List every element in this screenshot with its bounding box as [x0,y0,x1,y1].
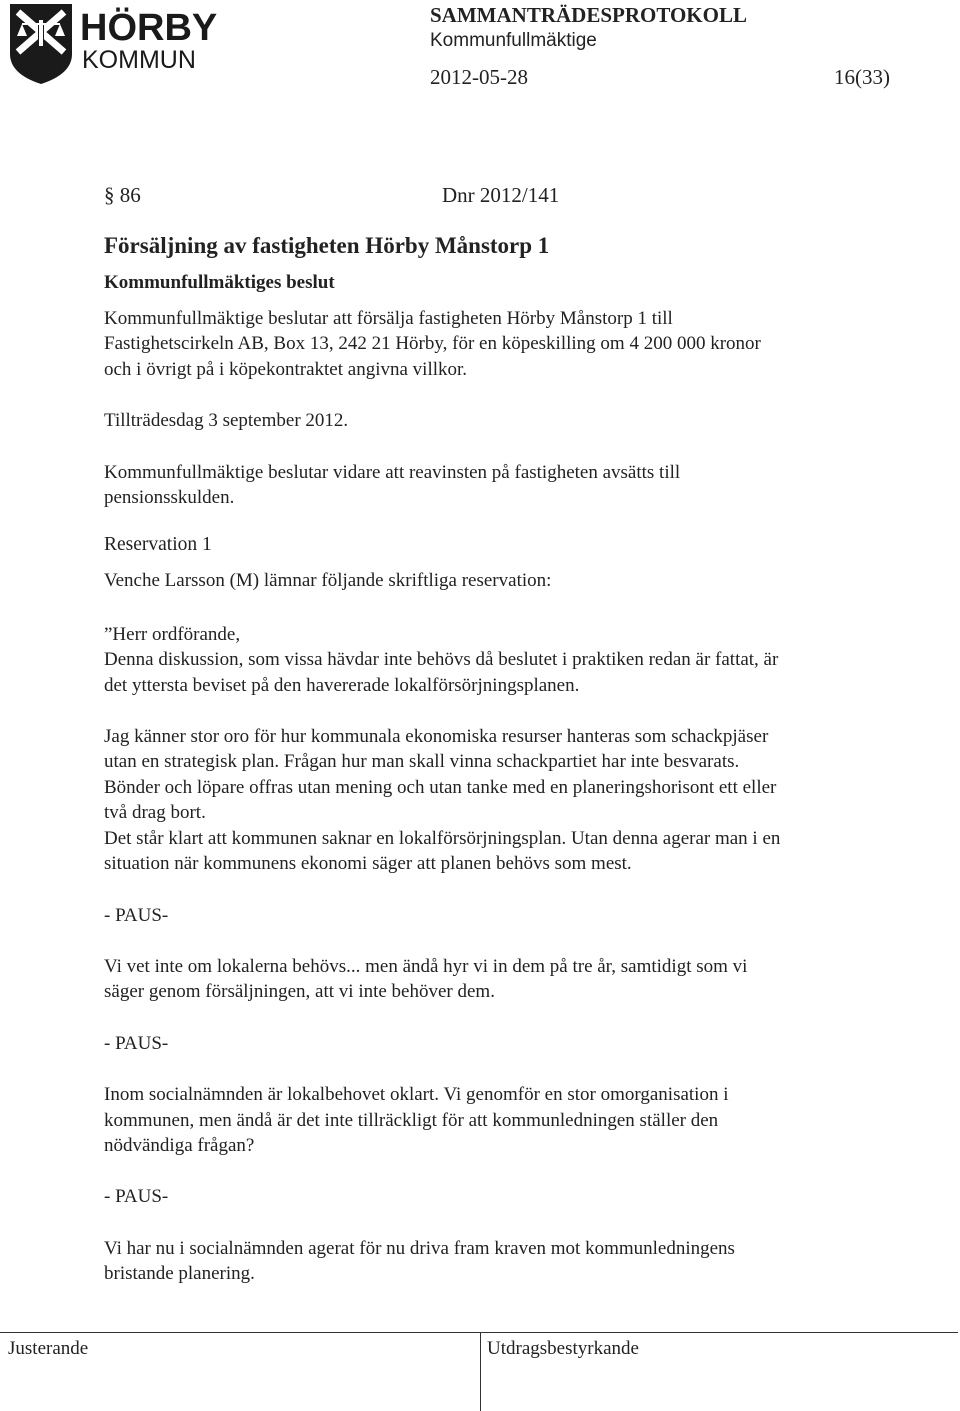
reservation-paragraph-3 [104,954,904,1005]
decision-heading: Kommunfullmäktiges beslut [104,272,335,293]
adjuster-label: Justerande [8,1338,89,1359]
date-line [430,64,890,90]
text-line: Fastighetscirkeln AB, Box 13, 242 21 Hörby, för en köpeskilling om 4 200 000 kronor [104,333,761,355]
logo-line1: HÖRBY [80,7,218,49]
decision-paragraph-2: Tillträdesdag 3 september 2012. [104,410,349,432]
text-line: pensionsskulden. [104,487,235,509]
text-line: och i övrigt på i köpekontraktet angivna villkor. [104,358,468,380]
text-line: Kommunfullmäktige beslutar att försälja fastigheten Hörby Månstorp 1 till [104,308,673,329]
case-number: Dnr 2012/141 [442,183,560,207]
logo [8,2,218,86]
section-header [104,180,904,210]
text-line: Det står klart att kommunen saknar en lokalförsörjningsplan. Utan denna agerar man i en [104,827,781,849]
logo-line2: KOMMUN [82,46,196,74]
pause-marker: - PAUS- [104,904,169,926]
meeting-date: 2012-05-28 [430,65,528,89]
text-line: två drag bort. [104,802,206,824]
text-line: det yttersta beviset på den havererade lokalförsörjningsplanen. [104,674,580,696]
text-line: Bönder och löpare offras utan mening och utan tanke med en planeringshorisont ett eller [104,776,777,798]
decision-paragraph-1 [104,306,904,382]
text-line: bristande planering. [104,1263,255,1285]
signature-footer [0,1332,958,1411]
document-body [104,180,904,1287]
footer-divider [480,1333,481,1411]
certification-label: Utdragsbestyrkande [487,1338,639,1359]
page-number: 16(33) [834,65,890,89]
text-line: Vi har nu i socialnämnden agerat för nu driva fram kraven mot kommunledningens [104,1237,735,1259]
text-line: kommunen, men ändå är det inte tillräckligt för att kommunledningen ställer den [104,1109,719,1131]
reservation-paragraph-2 [104,724,904,876]
text-line: Denna diskussion, som vissa hävdar inte behövs då beslutet i praktiken redan är fattat, är [104,649,779,671]
pause-marker: - PAUS- [104,1186,169,1208]
text-line: Vi vet inte om lokalerna behövs... men ändå hyr vi in dem på tre år, samtidigt som vi [104,955,748,977]
decision-paragraph-3 [104,460,904,511]
text-line: Inom socialnämnden är lokalbehovet oklart. Vi genomför en stor omorganisation i [104,1084,729,1106]
coat-of-arms-icon [8,2,218,86]
reservation-salutation: ”Herr ordförande, [104,623,241,645]
reservation-heading: Reservation 1 [104,534,212,556]
reservation-intro: Venche Larsson (M) lämnar följande skriftliga reservation: [104,570,552,592]
text-line: nödvändiga frågan? [104,1134,255,1156]
reservation-paragraph-1 [104,647,904,698]
pause-marker: - PAUS- [104,1032,169,1054]
reservation-paragraph-5 [104,1236,904,1287]
document-header [430,2,890,90]
text-line: Kommunfullmäktige beslutar vidare att reavinsten på fastigheten avsätts till [104,461,681,483]
text-line: situation när kommunens ekonomi säger att planen behövs som mest. [104,853,632,875]
document-type: SAMMANTRÄDESPROTOKOLL [430,3,747,27]
text-line: utan en strategisk plan. Frågan hur man skall vinna schackpartiet har inte besvarats. [104,751,740,773]
section-number: § 86 [104,183,141,207]
text-line: säger genom försäljningen, att vi inte behöver dem. [104,981,495,1003]
section-title: Försäljning av fastigheten Hörby Månstorp 1 [104,233,550,258]
text-line: Jag känner stor oro för hur kommunala ekonomiska resurser hanteras som schackpjäser [104,726,769,748]
organ-name: Kommunfullmäktige [430,30,597,51]
reservation-paragraph-4 [104,1082,904,1158]
